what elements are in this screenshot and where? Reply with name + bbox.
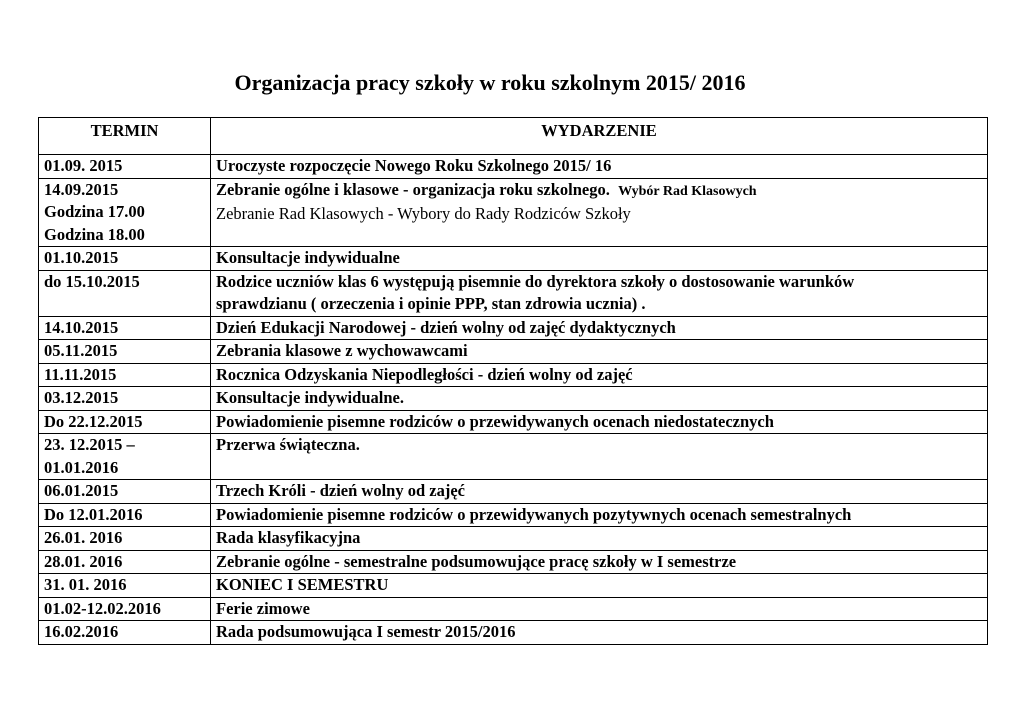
event-text-normal: Zebranie Rad Klasowych - Wybory do Rady Rodziców Szkoły — [216, 204, 631, 223]
term-text: 14.10.2015 — [44, 317, 119, 337]
term-text: 03.12.2015 — [44, 388, 119, 407]
table-row — [39, 527, 988, 551]
table-row — [39, 434, 988, 480]
term-text: Godzina 18.00 — [44, 224, 145, 244]
term-text: 05.11.2015 — [44, 341, 118, 360]
event-text-small: Wybór Rad Klasowych — [618, 183, 757, 199]
table-row — [39, 550, 988, 574]
term-cell — [39, 316, 211, 340]
term-cell — [39, 155, 211, 179]
event-text: Zebrania klasowe z wychowawcami — [216, 341, 468, 360]
term-cell — [39, 527, 211, 551]
term-text: do 15.10.2015 — [44, 271, 140, 291]
term-text: Godzina 17.00 — [44, 202, 145, 221]
table-row — [39, 480, 988, 504]
table-row — [39, 340, 988, 364]
event-text: Konsultacje indywidualne. — [216, 388, 404, 407]
event-text: Ferie zimowe — [216, 598, 310, 618]
schedule-table — [38, 117, 988, 645]
term-cell — [39, 621, 211, 645]
table-row — [39, 247, 988, 271]
term-cell — [39, 363, 211, 387]
table-row — [39, 621, 988, 645]
event-cell — [211, 550, 988, 574]
term-cell — [39, 434, 211, 480]
term-cell — [39, 340, 211, 364]
event-text: Zebranie ogólne - semestralne podsumowujące pracę szkoły w I semestrze — [216, 551, 737, 571]
term-text: 26.01. 2016 — [44, 528, 123, 547]
event-cell — [211, 316, 988, 340]
table-row — [39, 270, 988, 316]
table-row — [39, 387, 988, 411]
event-cell — [211, 178, 988, 247]
event-text: Powiadomienie pisemne rodziców o przewidywanych pozytywnych ocenach semestralnych — [216, 504, 852, 524]
table-row — [39, 155, 988, 179]
term-cell — [39, 247, 211, 271]
event-text: Rada klasyfikacyjna — [216, 528, 361, 547]
term-text: 14.09.2015 — [44, 179, 119, 199]
term-text: Do 12.01.2016 — [44, 504, 143, 524]
table-row — [39, 574, 988, 598]
term-text: Do 22.12.2015 — [44, 411, 143, 431]
event-cell — [211, 247, 988, 271]
event-text: Rocznica Odzyskania Niepodległości - dzień wolny od zajęć — [216, 364, 633, 384]
page-title: Organizacja pracy szkoły w roku szkolnym 2015/ 2016 — [234, 70, 746, 95]
term-cell — [39, 550, 211, 574]
table-row — [39, 597, 988, 621]
event-cell — [211, 574, 988, 598]
term-cell — [39, 574, 211, 598]
event-text: Dzień Edukacji Narodowej - dzień wolny od zajęć dydaktycznych — [216, 317, 676, 337]
table-row — [39, 178, 988, 247]
event-cell — [211, 597, 988, 621]
event-cell — [211, 155, 988, 179]
table-row — [39, 363, 988, 387]
event-cell — [211, 340, 988, 364]
term-cell — [39, 480, 211, 504]
term-text: 01.10.2015 — [44, 248, 119, 267]
term-cell — [39, 410, 211, 434]
event-cell — [211, 387, 988, 411]
term-cell — [39, 270, 211, 316]
term-text: 16.02.2016 — [44, 622, 119, 641]
term-cell — [39, 178, 211, 247]
table-row — [39, 503, 988, 527]
event-cell — [211, 503, 988, 527]
event-cell — [211, 270, 988, 316]
term-text: 11.11.2015 — [44, 364, 117, 384]
table-row — [39, 316, 988, 340]
event-cell — [211, 434, 988, 480]
term-text: 06.01.2015 — [44, 481, 119, 500]
event-text: Rada podsumowująca I semestr 2015/2016 — [216, 622, 516, 641]
term-text: 28.01. 2016 — [44, 551, 123, 571]
header-wydarzenie: WYDARZENIE — [211, 118, 988, 155]
term-text: 31. 01. 2016 — [44, 575, 127, 594]
event-cell — [211, 363, 988, 387]
table-header-row — [39, 118, 988, 155]
table-row — [39, 410, 988, 434]
term-text: 01.09. 2015 — [44, 156, 123, 175]
term-cell — [39, 387, 211, 411]
event-cell — [211, 527, 988, 551]
term-cell — [39, 597, 211, 621]
event-text: Przerwa świąteczna. — [216, 435, 360, 454]
event-cell — [211, 621, 988, 645]
event-text: Powiadomienie pisemne rodziców o przewidywanych ocenach niedostatecznych — [216, 411, 774, 431]
term-text: 23. 12.2015 – — [44, 435, 135, 454]
term-text: 01.02-12.02.2016 — [44, 598, 161, 618]
event-text: Trzech Króli - dzień wolny od zajęć — [216, 481, 465, 500]
event-cell — [211, 480, 988, 504]
event-text: Zebranie ogólne i klasowe - organizacja roku szkolnego. — [216, 179, 610, 199]
term-cell — [39, 503, 211, 527]
event-text: Uroczyste rozpoczęcie Nowego Roku Szkolnego 2015/ 16 — [216, 156, 612, 175]
event-text: Konsultacje indywidualne — [216, 248, 400, 267]
event-text: sprawdzianu ( orzeczenia i opinie PPP, stan zdrowia ucznia) . — [216, 294, 646, 313]
header-termin: TERMIN — [39, 118, 211, 155]
term-text: 01.01.2016 — [44, 457, 119, 477]
event-text: KONIEC I SEMESTRU — [216, 575, 389, 594]
event-text: Rodzice uczniów klas 6 występują pisemnie do dyrektora szkoły o dostosowanie warunków — [216, 271, 855, 291]
event-cell — [211, 410, 988, 434]
